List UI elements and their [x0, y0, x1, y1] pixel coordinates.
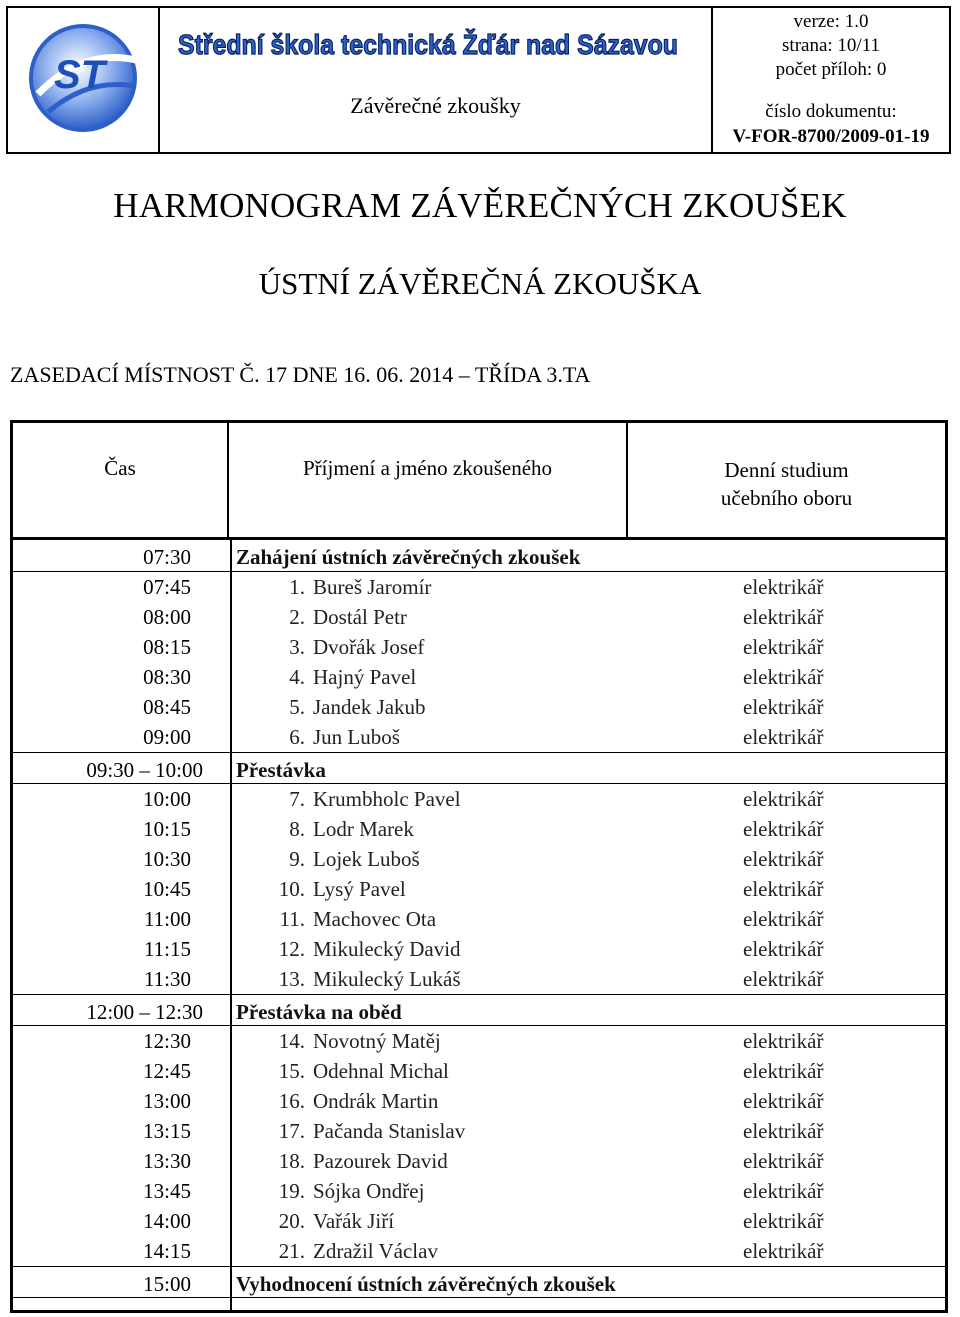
table-row	[13, 1206, 945, 1236]
row-time: 10:15	[143, 817, 191, 841]
row-time: 12:45	[143, 1059, 191, 1083]
row-field: elektrikář	[743, 1179, 824, 1203]
row-student-name: Mikulecký David	[313, 937, 461, 961]
table-row	[13, 722, 945, 752]
row-number: 17.	[278, 1119, 305, 1143]
row-field: elektrikář	[743, 1209, 824, 1233]
row-field: elektrikář	[743, 1029, 824, 1053]
row-field: elektrikář	[743, 847, 824, 871]
row-event-label: Vyhodnocení ústních závěrečných zkoušek	[236, 1272, 616, 1296]
row-event-label: Přestávka na oběd	[236, 1000, 402, 1024]
table-row	[13, 874, 945, 904]
table-row	[13, 844, 945, 874]
table-row	[13, 662, 945, 692]
column-header-field-line2: učebního oboru	[720, 486, 853, 510]
row-student-name: Machovec Ota	[313, 907, 437, 931]
row-time: 08:15	[143, 635, 191, 659]
row-student-name: Zdražil Václav	[313, 1239, 438, 1263]
row-field: elektrikář	[743, 695, 824, 719]
row-student-name: Krumbholc Pavel	[313, 787, 461, 811]
row-field: elektrikář	[743, 907, 824, 931]
row-number: 1.	[289, 575, 305, 599]
row-student-name: Dostál Petr	[313, 605, 407, 629]
row-student-name: Hajný Pavel	[313, 665, 417, 689]
table-row-event	[13, 1266, 945, 1298]
row-number: 8.	[289, 817, 305, 841]
table-row	[13, 572, 945, 602]
row-field: elektrikář	[743, 575, 824, 599]
table-row	[13, 904, 945, 934]
table-row	[13, 1056, 945, 1086]
row-student-name: Novotný Matěj	[313, 1029, 441, 1053]
row-time: 09:00	[143, 725, 191, 749]
row-time: 13:45	[143, 1179, 191, 1203]
row-field: elektrikář	[743, 877, 824, 901]
school-logo	[8, 8, 158, 152]
row-number: 12.	[278, 937, 305, 961]
row-number: 10.	[278, 877, 305, 901]
doc-number-label: číslo dokumentu:	[765, 101, 897, 122]
row-number: 16.	[278, 1089, 305, 1113]
row-number: 4.	[289, 665, 305, 689]
subtitle: ÚSTNÍ ZÁVĚREČNÁ ZKOUŠKA	[258, 266, 702, 301]
table-row	[13, 1146, 945, 1176]
row-student-name: Ondrák Martin	[313, 1089, 439, 1113]
row-number: 21.	[278, 1239, 305, 1263]
table-row	[13, 632, 945, 662]
row-number: 5.	[289, 695, 305, 719]
row-time: 15:00	[143, 1272, 191, 1296]
row-number: 18.	[278, 1149, 305, 1173]
column-header-time: Čas	[13, 423, 229, 537]
row-field: elektrikář	[743, 1119, 824, 1143]
column-header-field	[628, 423, 945, 537]
page-label: strana: 10/11	[782, 35, 880, 56]
row-time: 11:00	[143, 907, 191, 931]
row-number: 14.	[278, 1029, 305, 1053]
table-row	[13, 1026, 945, 1056]
row-number: 2.	[289, 605, 305, 629]
header-title-cell	[160, 8, 713, 152]
row-time: 10:45	[143, 877, 191, 901]
row-student-name: Lysý Pavel	[313, 877, 406, 901]
schedule-table	[10, 420, 948, 1313]
table-row-event	[13, 752, 945, 784]
row-number: 3.	[289, 635, 305, 659]
table-row	[13, 602, 945, 632]
row-time: 13:00	[143, 1089, 191, 1113]
attachments-label: počet příloh: 0	[775, 59, 887, 80]
document-title: Závěrečné zkoušky	[350, 93, 521, 118]
row-field: elektrikář	[743, 605, 824, 629]
row-student-name: Dvořák Josef	[313, 635, 425, 659]
row-student-name: Pačanda Stanislav	[313, 1119, 466, 1143]
row-time: 11:30	[143, 967, 191, 991]
row-time: 12:30	[143, 1029, 191, 1053]
row-number: 9.	[289, 847, 305, 871]
column-divider	[230, 540, 232, 1310]
row-student-name: Odehnal Michal	[313, 1059, 449, 1083]
row-number: 13.	[278, 967, 305, 991]
table-row	[13, 1176, 945, 1206]
row-student-name: Vařák Jiří	[313, 1209, 395, 1233]
school-name-banner	[178, 24, 698, 66]
table-row-event	[13, 994, 945, 1026]
row-student-name: Sójka Ondřej	[313, 1179, 425, 1203]
row-student-name: Lodr Marek	[313, 817, 414, 841]
row-time: 08:45	[143, 695, 191, 719]
table-row	[13, 1116, 945, 1146]
school-logo-cell	[8, 8, 160, 152]
row-time: 14:15	[143, 1239, 191, 1263]
row-number: 11.	[279, 907, 305, 931]
row-time: 09:30 – 10:00	[86, 758, 203, 782]
row-field: elektrikář	[743, 967, 824, 991]
row-time: 08:00	[143, 605, 191, 629]
row-field: elektrikář	[743, 725, 824, 749]
row-field: elektrikář	[743, 817, 824, 841]
table-row	[13, 814, 945, 844]
row-number: 7.	[289, 787, 305, 811]
column-header-field-line1: Denní studium	[724, 458, 849, 482]
row-time: 12:00 – 12:30	[86, 1000, 203, 1024]
row-time: 10:30	[143, 847, 191, 871]
row-field: elektrikář	[743, 635, 824, 659]
table-row-event	[13, 540, 945, 572]
table-body	[13, 540, 945, 1298]
row-event-label: Zahájení ústních závěrečných zkoušek	[236, 545, 581, 569]
row-time: 13:30	[143, 1149, 191, 1173]
column-header-name: Příjmení a jméno zkoušeného	[229, 423, 628, 537]
row-time: 14:00	[143, 1209, 191, 1233]
row-field: elektrikář	[743, 1239, 824, 1263]
table-row	[13, 964, 945, 994]
row-time: 11:15	[143, 937, 191, 961]
row-number: 19.	[278, 1179, 305, 1203]
row-field: elektrikář	[743, 937, 824, 961]
row-student-name: Jandek Jakub	[313, 695, 426, 719]
row-student-name: Mikulecký Lukáš	[313, 967, 461, 991]
main-title: HARMONOGRAM ZÁVĚREČNÝCH ZKOUŠEK	[113, 186, 847, 225]
row-field: elektrikář	[743, 1059, 824, 1083]
row-time: 13:15	[143, 1119, 191, 1143]
table-row	[13, 1086, 945, 1116]
row-student-name: Jun Luboš	[313, 725, 400, 749]
document-meta-cell	[713, 8, 949, 152]
room-date-line: ZASEDACÍ MÍSTNOST Č. 17 DNE 16. 06. 2014 – TŘÍDA 3.TA	[10, 362, 591, 387]
row-time: 10:00	[143, 787, 191, 811]
row-time: 08:30	[143, 665, 191, 689]
table-row	[13, 784, 945, 814]
row-number: 15.	[278, 1059, 305, 1083]
row-field: elektrikář	[743, 1149, 824, 1173]
school-name: Střední škola technická Žďár nad Sázavou	[178, 29, 678, 60]
doc-number: V-FOR-8700/2009-01-19	[732, 126, 930, 147]
logo-monogram: ST	[54, 53, 106, 97]
row-number: 6.	[289, 725, 305, 749]
row-student-name: Lojek Luboš	[313, 847, 420, 871]
document-header	[6, 6, 951, 154]
row-number: 20.	[278, 1209, 305, 1233]
row-field: elektrikář	[743, 787, 824, 811]
row-student-name: Bureš Jaromír	[313, 575, 432, 599]
row-time: 07:45	[143, 575, 191, 599]
row-field: elektrikář	[743, 1089, 824, 1113]
table-row	[13, 692, 945, 722]
table-row	[13, 934, 945, 964]
table-row	[13, 1236, 945, 1266]
table-header-row	[13, 423, 945, 540]
version-label: verze: 1.0	[793, 11, 869, 32]
row-field: elektrikář	[743, 665, 824, 689]
row-student-name: Pazourek David	[313, 1149, 448, 1173]
row-time: 07:30	[143, 545, 191, 569]
row-event-label: Přestávka	[236, 758, 326, 782]
